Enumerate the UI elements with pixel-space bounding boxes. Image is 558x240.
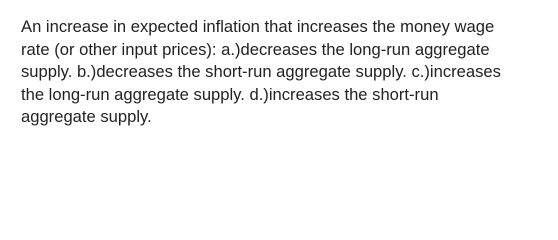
- question-line-1: An increase in expected inflation that increases the money wage: [21, 17, 495, 36]
- question-line-2: rate (or other input prices): a.)decreases the long-run aggregate: [21, 39, 490, 59]
- question-text: [21, 16, 551, 129]
- question-line-4: the long-run aggregate supply. d.)increases the short-run: [21, 84, 439, 104]
- question-line-3: supply. b.)decreases the short-run aggregate supply. c.)increases: [21, 62, 501, 81]
- question-line-5: aggregate supply.: [21, 107, 152, 126]
